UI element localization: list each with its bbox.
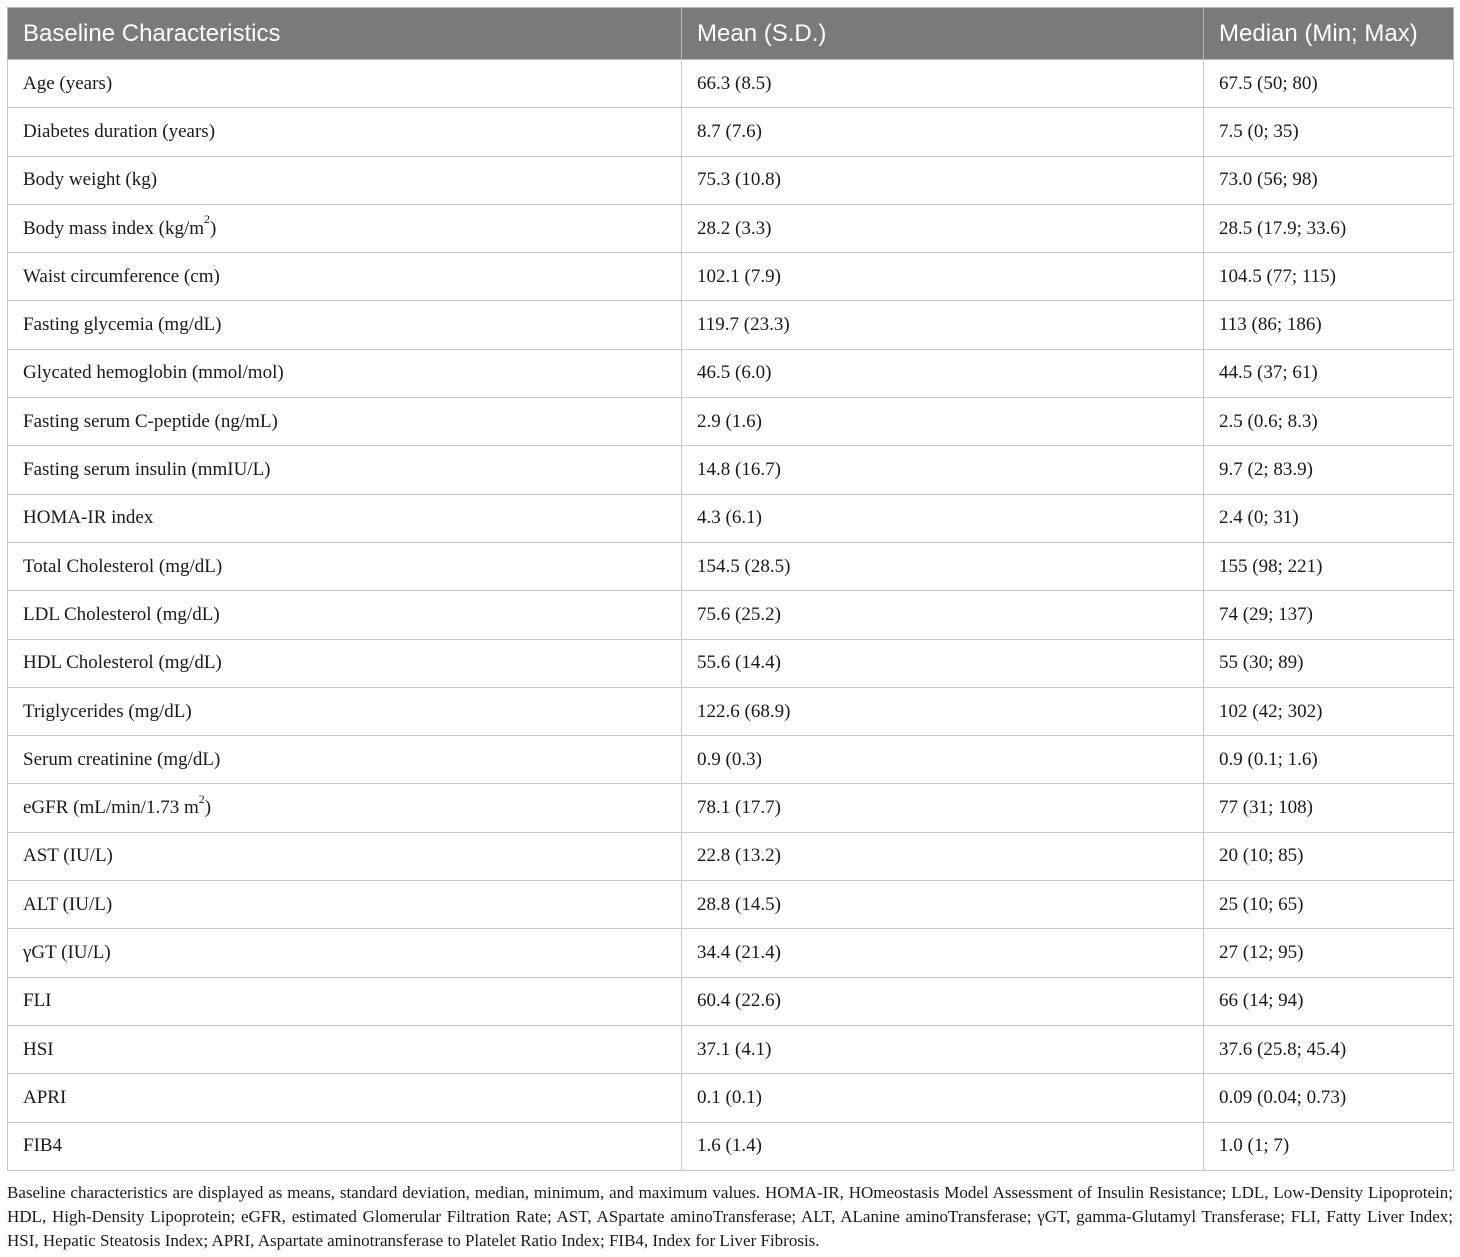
baseline-characteristics-table	[7, 7, 1454, 1171]
row-median-min-max: 0.9 (0.1; 1.6)	[1204, 736, 1454, 784]
header-baseline-characteristics: Baseline Characteristics	[8, 8, 682, 60]
table-footnote: Baseline characteristics are displayed as means, standard deviation, median, minimum, and maximum values. HOMA-IR, HOmeostasis Model Assessment of Insulin Resistance; LDL, Low-Density Lipoprotein; HDL, High-Density Lipoprotein; eGFR, estimated Glomerular Filtration Rate; AST, ASpartate aminoTransferase; ALT, ALanine aminoTransferase; γGT, gamma-Glutamyl Transferase; FLI, Fatty Liver Index; HSI, Hepatic Steatosis Index; APRI, Aspartate aminotransferase to Platelet Ratio Index; FIB4, Index for Liver Fibrosis.	[7, 1183, 1453, 1250]
row-median-min-max: 74 (29; 137)	[1204, 591, 1454, 639]
row-label: Fasting serum C-peptide (ng/mL)	[8, 398, 682, 446]
row-mean-sd: 34.4 (21.4)	[682, 929, 1204, 977]
table-row	[8, 204, 1454, 252]
table-row	[8, 687, 1454, 735]
table-row	[8, 784, 1454, 832]
row-label: Glycated hemoglobin (mmol/mol)	[8, 349, 682, 397]
row-median-min-max: 27 (12; 95)	[1204, 929, 1454, 977]
row-mean-sd: 75.3 (10.8)	[682, 156, 1204, 204]
table-row	[8, 881, 1454, 929]
row-median-min-max: 155 (98; 221)	[1204, 542, 1454, 590]
row-label: Diabetes duration (years)	[8, 108, 682, 156]
row-mean-sd: 8.7 (7.6)	[682, 108, 1204, 156]
header-mean-sd: Mean (S.D.)	[682, 8, 1204, 60]
row-label: eGFR (mL/min/1.73 $m^2$)	[8, 784, 682, 832]
row-mean-sd: 75.6 (25.2)	[682, 591, 1204, 639]
row-label: HDL Cholesterol (mg/dL)	[8, 639, 682, 687]
row-mean-sd: 1.6 (1.4)	[682, 1122, 1204, 1170]
table-row	[8, 446, 1454, 494]
row-median-min-max: 73.0 (56; 98)	[1204, 156, 1454, 204]
row-mean-sd: 122.6 (68.9)	[682, 687, 1204, 735]
table-row	[8, 398, 1454, 446]
row-median-min-max: 104.5 (77; 115)	[1204, 253, 1454, 301]
row-median-min-max: 20 (10; 85)	[1204, 832, 1454, 880]
row-median-min-max: 67.5 (50; 80)	[1204, 60, 1454, 108]
row-label: Fasting serum insulin (mmIU/L)	[8, 446, 682, 494]
row-label: Serum creatinine (mg/dL)	[8, 736, 682, 784]
table-row	[8, 1025, 1454, 1073]
header-median-min-max: Median (Min; Max)	[1204, 8, 1454, 60]
row-mean-sd: 2.9 (1.6)	[682, 398, 1204, 446]
row-label: Waist circumference (cm)	[8, 253, 682, 301]
row-mean-sd: 28.8 (14.5)	[682, 881, 1204, 929]
row-label: FLI	[8, 977, 682, 1025]
row-median-min-max: 102 (42; 302)	[1204, 687, 1454, 735]
row-mean-sd: 28.2 (3.3)	[682, 204, 1204, 252]
table-row	[8, 301, 1454, 349]
row-median-min-max: 28.5 (17.9; 33.6)	[1204, 204, 1454, 252]
row-label: Body mass index $(kg/m^2)$	[8, 204, 682, 252]
row-mean-sd: 102.1 (7.9)	[682, 253, 1204, 301]
table-row	[8, 253, 1454, 301]
row-label: FIB4	[8, 1122, 682, 1170]
table-row	[8, 349, 1454, 397]
table-row	[8, 156, 1454, 204]
row-mean-sd: 0.9 (0.3)	[682, 736, 1204, 784]
table-row	[8, 542, 1454, 590]
row-mean-sd: 4.3 (6.1)	[682, 494, 1204, 542]
table-container	[7, 7, 1453, 1171]
row-median-min-max: 37.6 (25.8; 45.4)	[1204, 1025, 1454, 1073]
row-mean-sd: 0.1 (0.1)	[682, 1074, 1204, 1122]
row-median-min-max: 2.4 (0; 31)	[1204, 494, 1454, 542]
row-median-min-max: 25 (10; 65)	[1204, 881, 1454, 929]
row-mean-sd: 66.3 (8.5)	[682, 60, 1204, 108]
table-row	[8, 929, 1454, 977]
row-median-min-max: 9.7 (2; 83.9)	[1204, 446, 1454, 494]
row-median-min-max: 0.09 (0.04; 0.73)	[1204, 1074, 1454, 1122]
table-row	[8, 60, 1454, 108]
row-label: Age (years)	[8, 60, 682, 108]
row-median-min-max: 2.5 (0.6; 8.3)	[1204, 398, 1454, 446]
row-median-min-max: 66 (14; 94)	[1204, 977, 1454, 1025]
row-mean-sd: 22.8 (13.2)	[682, 832, 1204, 880]
row-label: Triglycerides (mg/dL)	[8, 687, 682, 735]
row-median-min-max: 7.5 (0; 35)	[1204, 108, 1454, 156]
row-label: γGT (IU/L)	[8, 929, 682, 977]
row-mean-sd: 119.7 (23.3)	[682, 301, 1204, 349]
row-label: HSI	[8, 1025, 682, 1073]
table-row	[8, 736, 1454, 784]
table-row	[8, 1074, 1454, 1122]
row-label: HOMA-IR index	[8, 494, 682, 542]
row-label: LDL Cholesterol (mg/dL)	[8, 591, 682, 639]
table-row	[8, 494, 1454, 542]
row-median-min-max: 77 (31; 108)	[1204, 784, 1454, 832]
row-mean-sd: 154.5 (28.5)	[682, 542, 1204, 590]
row-label: ALT (IU/L)	[8, 881, 682, 929]
row-mean-sd: 60.4 (22.6)	[682, 977, 1204, 1025]
row-mean-sd: 55.6 (14.4)	[682, 639, 1204, 687]
row-label: Fasting glycemia (mg/dL)	[8, 301, 682, 349]
row-median-min-max: 55 (30; 89)	[1204, 639, 1454, 687]
table-row	[8, 977, 1454, 1025]
row-mean-sd: 46.5 (6.0)	[682, 349, 1204, 397]
table-row	[8, 591, 1454, 639]
table-row	[8, 108, 1454, 156]
row-label: AST (IU/L)	[8, 832, 682, 880]
row-median-min-max: 44.5 (37; 61)	[1204, 349, 1454, 397]
row-mean-sd: 78.1 (17.7)	[682, 784, 1204, 832]
table-row	[8, 832, 1454, 880]
row-mean-sd: 37.1 (4.1)	[682, 1025, 1204, 1073]
row-median-min-max: 1.0 (1; 7)	[1204, 1122, 1454, 1170]
table-row	[8, 1122, 1454, 1170]
row-label: Total Cholesterol (mg/dL)	[8, 542, 682, 590]
row-label: Body weight (kg)	[8, 156, 682, 204]
row-median-min-max: 113 (86; 186)	[1204, 301, 1454, 349]
table-header-row	[8, 8, 1454, 60]
table-row	[8, 639, 1454, 687]
row-label: APRI	[8, 1074, 682, 1122]
row-mean-sd: 14.8 (16.7)	[682, 446, 1204, 494]
